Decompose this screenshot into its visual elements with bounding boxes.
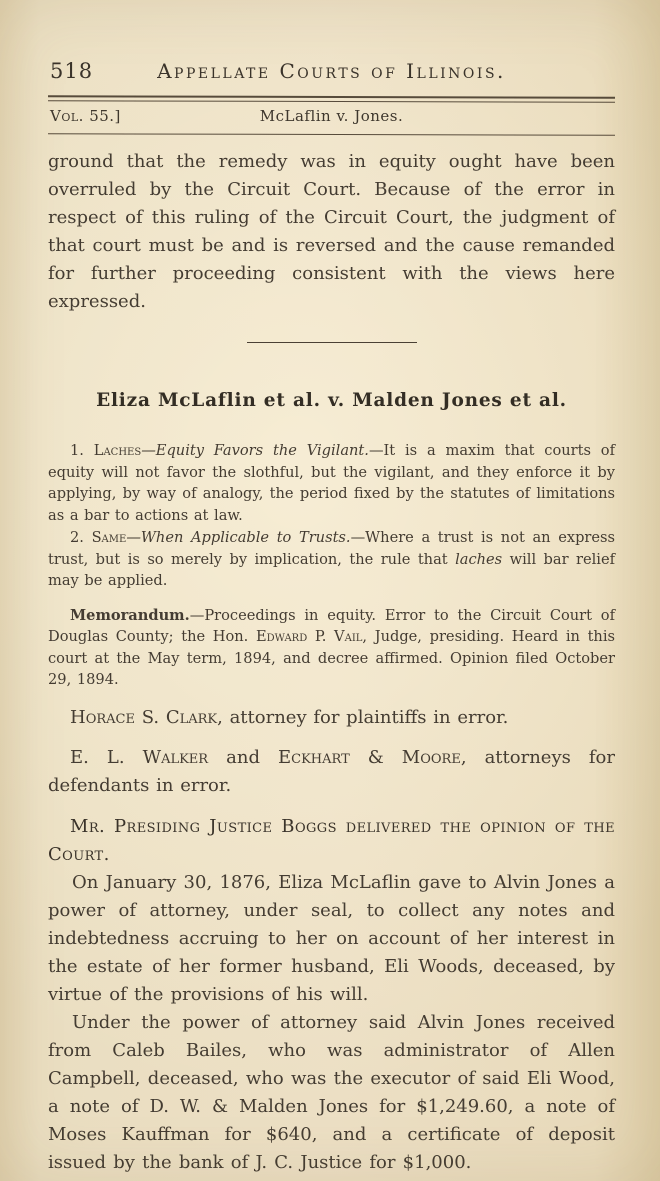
case-separator-rule — [247, 342, 417, 343]
headnote-2-italic-word: laches — [455, 550, 503, 568]
defendants-attorney-connector: and — [208, 746, 278, 768]
headnote-1-topic: Laches — [93, 442, 142, 459]
headnote-1-subtitle: —Equity Favors the Vigilant. — [141, 442, 369, 459]
headnote-2 — [48, 527, 615, 592]
header-single-rule — [48, 133, 615, 135]
opinion-paragraph-1: On January 30, 1876, Eliza McLaflin gave to Alvin Jones a power of attorney, under seal, to collect any notes and indebtedness accruing to her on account of her interest in the estate of her former husband, Eli Woods, deceased, by virtue of the provisions of his will. — [48, 871, 615, 1005]
plaintiffs-attorney-rest: , attorney for plaintiffs in error. — [217, 706, 509, 728]
opinion-continuation-paragraph: ground that the remedy was in equity ought have been overruled by the Circuit Court. Because of the error in respect of this ruling of the Circuit Court, the judgment of that court must be and is reversed and the cause remanded for further proceeding consistent with the views here expressed. — [48, 151, 615, 312]
opinion-heading: Mr. Presiding Justice Boggs delivered the opinion of the Court. — [48, 815, 615, 865]
headnote-2-body-start: —Where a trust is not an express trust, but is so merely by implication, the rule that — [48, 529, 615, 568]
running-title: Appellate Courts of Illinois. — [157, 59, 506, 83]
memorandum-label: Memorandum. — [70, 606, 190, 624]
attorney-line-plaintiffs — [48, 704, 615, 732]
headnotes — [48, 440, 615, 592]
running-head — [48, 57, 615, 87]
memorandum-body-end: , Judge, presiding. Heard in this court at the May term, 1894, and decree affirmed. Opinion filed October 29, 1894. — [48, 628, 615, 688]
memorandum-paragraph — [48, 605, 615, 691]
headnote-2-topic: Same — [91, 529, 127, 546]
defendants-attorney-name-2: Eckhart & Moore — [277, 746, 461, 768]
headnote-2-body-end: will bar relief may be applied. — [48, 550, 615, 589]
defendants-attorney-rest: , attorneys for defendants in error. — [48, 746, 615, 796]
headnote-2-number: 2. — [70, 529, 92, 546]
plaintiffs-attorney-name: Horace S. Clark — [70, 706, 218, 728]
opinion-paragraph-2: Under the power of attorney said Alvin Jones received from Caleb Bailes, who was administrator of Allen Campbell, deceased, who was the executor of said Eli Wood, a note of D. W. & Malden Jones for $1,249.60, a note of Moses Kauffman for $640, and a certificate of deposit issued by the bank of J. C. Justice for $1,000. — [48, 1011, 615, 1173]
headnote-1-number: 1. — [70, 442, 94, 459]
defendants-attorney-name-1: E. L. Walker — [70, 746, 209, 768]
memorandum-body-start: —Proceedings in equity. Error to the Circuit Court of Douglas County; the Hon. — [48, 606, 615, 645]
case-title: Eliza McLaflin et al. v. Malden Jones et al. — [96, 390, 567, 411]
memorandum-judge-name: Edward P. Vail — [256, 628, 363, 645]
headnote-2-subtitle: —When Applicable to Trusts. — [126, 529, 351, 546]
attorney-line-defendants — [48, 744, 615, 800]
headnote-1 — [48, 440, 615, 526]
running-subhead — [48, 105, 615, 128]
headnote-1-body: —It is a maxim that courts of equity will not favor the slothful, but the vigilant, and they enforce it by applying, by way of analogy, the period fixed by the statutes of limitations as a bar to actions at law. — [48, 442, 615, 524]
page-number: 518 — [50, 59, 94, 83]
running-case-title: McLaflin v. Jones. — [259, 107, 404, 125]
volume-label: Vol. 55.] — [50, 107, 121, 125]
header-double-rule — [48, 95, 615, 102]
